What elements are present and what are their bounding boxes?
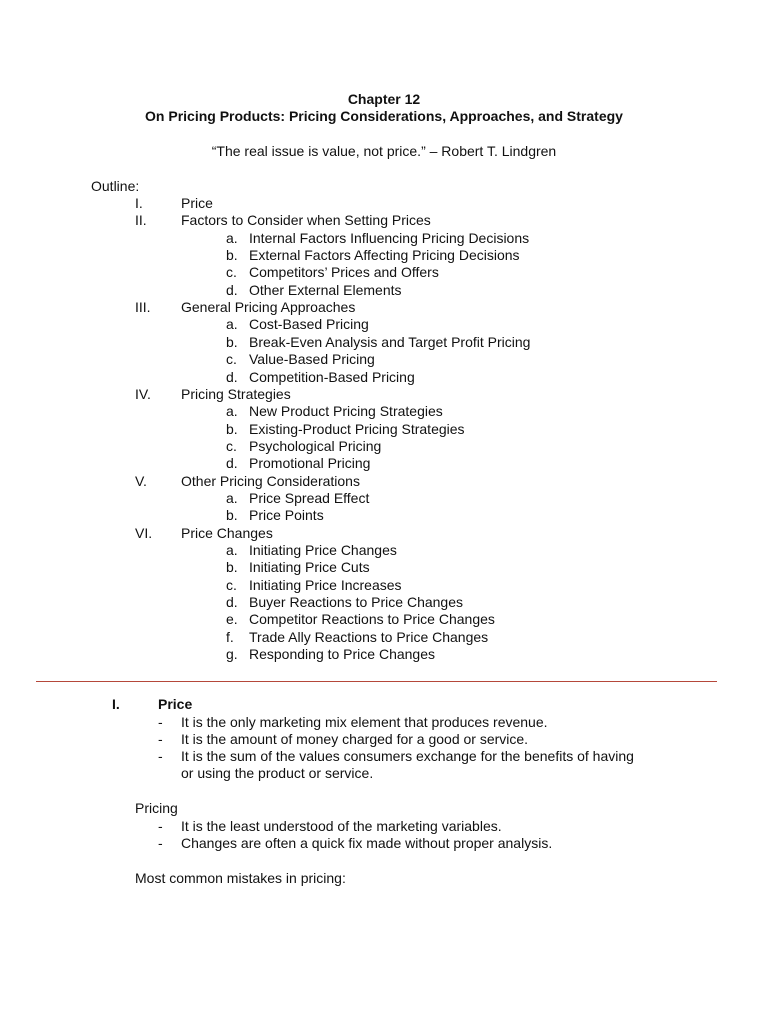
epigraph-quote: “The real issue is value, not price.” – Robert T. Lindgren <box>211 143 557 159</box>
outline-item-letter: a. <box>226 403 238 419</box>
outline-item-text: Trade Ally Reactions to Price Changes <box>249 629 489 645</box>
outline-item-letter: d. <box>226 369 238 385</box>
outline-item-letter: d. <box>226 594 238 610</box>
outline-item-text: Initiating Price Changes <box>249 542 397 558</box>
price-bullet: It is the sum of the values consumers exchange for the benefits of having <box>181 748 634 764</box>
outline-section-title: Price <box>181 195 213 211</box>
outline-item-text: Psychological Pricing <box>249 438 382 454</box>
pricing-bullet: It is the least understood of the marketing variables. <box>181 818 502 834</box>
outline-item-text: Initiating Price Cuts <box>249 559 370 575</box>
bullet-dash: - <box>158 835 163 851</box>
price-bullet: It is the only marketing mix element that produces revenue. <box>181 714 548 730</box>
bullet-dash: - <box>158 818 163 834</box>
outline-item-text: Cost-Based Pricing <box>249 316 369 332</box>
outline-item-letter: a. <box>226 230 238 246</box>
bullet-dash: - <box>158 731 163 747</box>
mistakes-label: Most common mistakes in pricing: <box>135 870 346 886</box>
outline-section-title: Other Pricing Considerations <box>181 473 360 489</box>
outline-item-text: Price Spread Effect <box>249 490 370 506</box>
outline-item-letter: a. <box>226 490 238 506</box>
chapter-title: On Pricing Products: Pricing Considerations, Approaches, and Strategy <box>145 108 623 124</box>
pricing-label: Pricing <box>135 800 178 816</box>
outline-section-title: Factors to Consider when Setting Prices <box>181 212 431 228</box>
outline-item-text: Internal Factors Influencing Pricing Decisions <box>249 230 530 246</box>
outline-item-letter: b. <box>226 507 238 523</box>
bullet-dash: - <box>158 714 163 730</box>
outline-label: Outline: <box>91 178 140 194</box>
price-bullet-continuation: or using the product or service. <box>181 765 374 781</box>
outline-item-text: Existing-Product Pricing Strategies <box>249 421 465 437</box>
outline-section-title: Price Changes <box>181 525 273 541</box>
outline-item-letter: d. <box>226 455 238 471</box>
outline-item-text: Promotional Pricing <box>249 455 371 471</box>
outline-item-text: Initiating Price Increases <box>249 577 402 593</box>
bullet-dash: - <box>158 748 163 764</box>
outline-item-letter: c. <box>226 264 237 280</box>
outline-item-letter: c. <box>226 351 237 367</box>
outline-item-letter: d. <box>226 282 238 298</box>
outline-item-text: Responding to Price Changes <box>249 646 436 662</box>
outline-item-letter: c. <box>226 577 237 593</box>
outline-item-letter: b. <box>226 559 238 575</box>
outline-item-text: Break-Even Analysis and Target Profit Pricing <box>249 334 531 350</box>
outline-numeral: IV. <box>135 386 151 402</box>
outline-item-letter: f. <box>226 629 234 645</box>
price-bullet: It is the amount of money charged for a good or service. <box>181 731 529 747</box>
outline-item-letter: a. <box>226 316 238 332</box>
outline-section-title: General Pricing Approaches <box>181 299 356 315</box>
outline-item-letter: b. <box>226 247 238 263</box>
section-heading-price: Price <box>158 696 193 712</box>
outline-item-text: Competitors’ Prices and Offers <box>249 264 439 280</box>
outline-numeral: VI. <box>135 525 153 541</box>
outline-item-letter: c. <box>226 438 237 454</box>
outline-item-letter: b. <box>226 334 238 350</box>
outline-item-text: Other External Elements <box>249 282 402 298</box>
outline-item-text: Competition-Based Pricing <box>249 369 415 385</box>
outline-item-text: External Factors Affecting Pricing Decisions <box>249 247 520 263</box>
outline-numeral: III. <box>135 299 151 315</box>
section-numeral: I. <box>112 696 120 712</box>
outline-item-text: New Product Pricing Strategies <box>249 403 443 419</box>
outline-numeral: I. <box>135 195 143 211</box>
section-divider <box>36 681 717 682</box>
outline-item-text: Competitor Reactions to Price Changes <box>249 611 495 627</box>
pricing-bullet: Changes are often a quick fix made without proper analysis. <box>181 835 553 851</box>
outline-item-text: Price Points <box>249 507 324 523</box>
outline-item-letter: e. <box>226 611 238 627</box>
outline-item-text: Buyer Reactions to Price Changes <box>249 594 463 610</box>
outline-item-letter: a. <box>226 542 238 558</box>
outline-numeral: V. <box>135 473 147 489</box>
outline-item-letter: b. <box>226 421 238 437</box>
outline-item-letter: g. <box>226 646 238 662</box>
outline-section-title: Pricing Strategies <box>181 386 291 402</box>
outline-item-text: Value-Based Pricing <box>249 351 375 367</box>
outline-numeral: II. <box>135 212 147 228</box>
chapter-number: Chapter 12 <box>347 91 421 107</box>
